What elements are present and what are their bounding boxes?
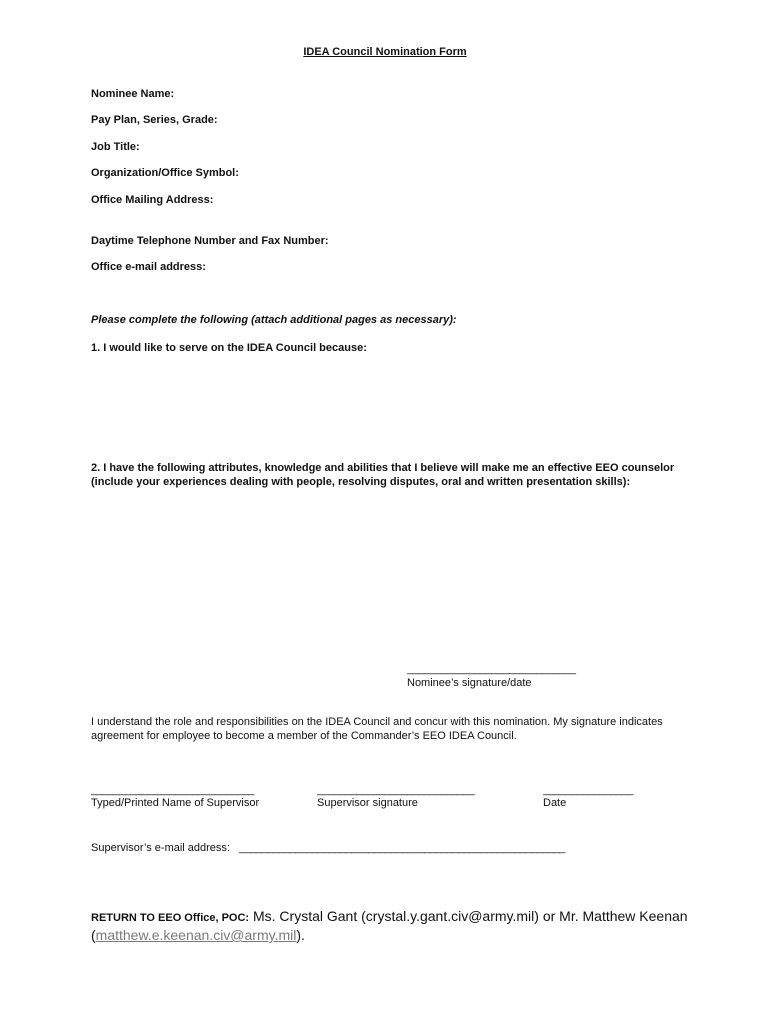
supervisor-email-label: Supervisor’s e-mail address: — [91, 842, 230, 854]
question-1: 1. I would like to serve on the IDEA Council because: — [91, 342, 367, 354]
nominee-signature-label: Nominee’s signature/date — [407, 677, 532, 689]
return-instructions — [91, 908, 691, 944]
date-label: Date — [543, 797, 567, 809]
field-organization: Organization/Office Symbol: — [91, 167, 239, 179]
field-telephone: Daytime Telephone Number and Fax Number: — [91, 235, 329, 247]
supervisor-name-line: _____________________________ — [91, 784, 254, 796]
form-title: IDEA Council Nomination Form — [303, 46, 467, 58]
instructions: Please complete the following (attach additional pages as necessary): — [91, 314, 457, 326]
field-pay-plan: Pay Plan, Series, Grade: — [91, 114, 218, 126]
question-2: 2. I have the following attributes, knowledge and abilities that I believe will make me an effective EEO counselor (include your experiences dealing with people, resolving disputes, oral and written presentation skills): — [91, 462, 675, 488]
supervisor-email-line: __________________________________________________________ — [239, 842, 565, 854]
field-email: Office e-mail address: — [91, 261, 206, 273]
return-label: RETURN TO EEO Office, POC: — [91, 912, 250, 924]
return-text: Ms. Crystal Gant (crystal.y.gant.civ@army.mil) or Mr. Matthew Keenan ( — [91, 908, 688, 943]
field-nominee-name: Nominee Name: — [91, 88, 175, 100]
supervisor-name-label: Typed/Printed Name of Supervisor — [91, 797, 260, 809]
return-end: ). — [296, 927, 305, 943]
supervisor-signature-line: ____________________________ — [317, 784, 475, 796]
concurrence-text: I understand the role and responsibilities on the IDEA Council and concur with this nomination. My signature indicates agreement for employee to become a member of the Commander’s EEO IDEA Council. — [91, 716, 663, 742]
supervisor-signature-label: Supervisor signature — [317, 797, 418, 809]
field-mailing-address: Office Mailing Address: — [91, 194, 214, 206]
field-job-title: Job Title: — [91, 141, 140, 153]
date-line: ________________ — [543, 784, 633, 796]
email-link[interactable]: matthew.e.keenan.civ@army.mil — [95, 927, 297, 943]
nominee-signature-line: ______________________________ — [407, 663, 576, 675]
